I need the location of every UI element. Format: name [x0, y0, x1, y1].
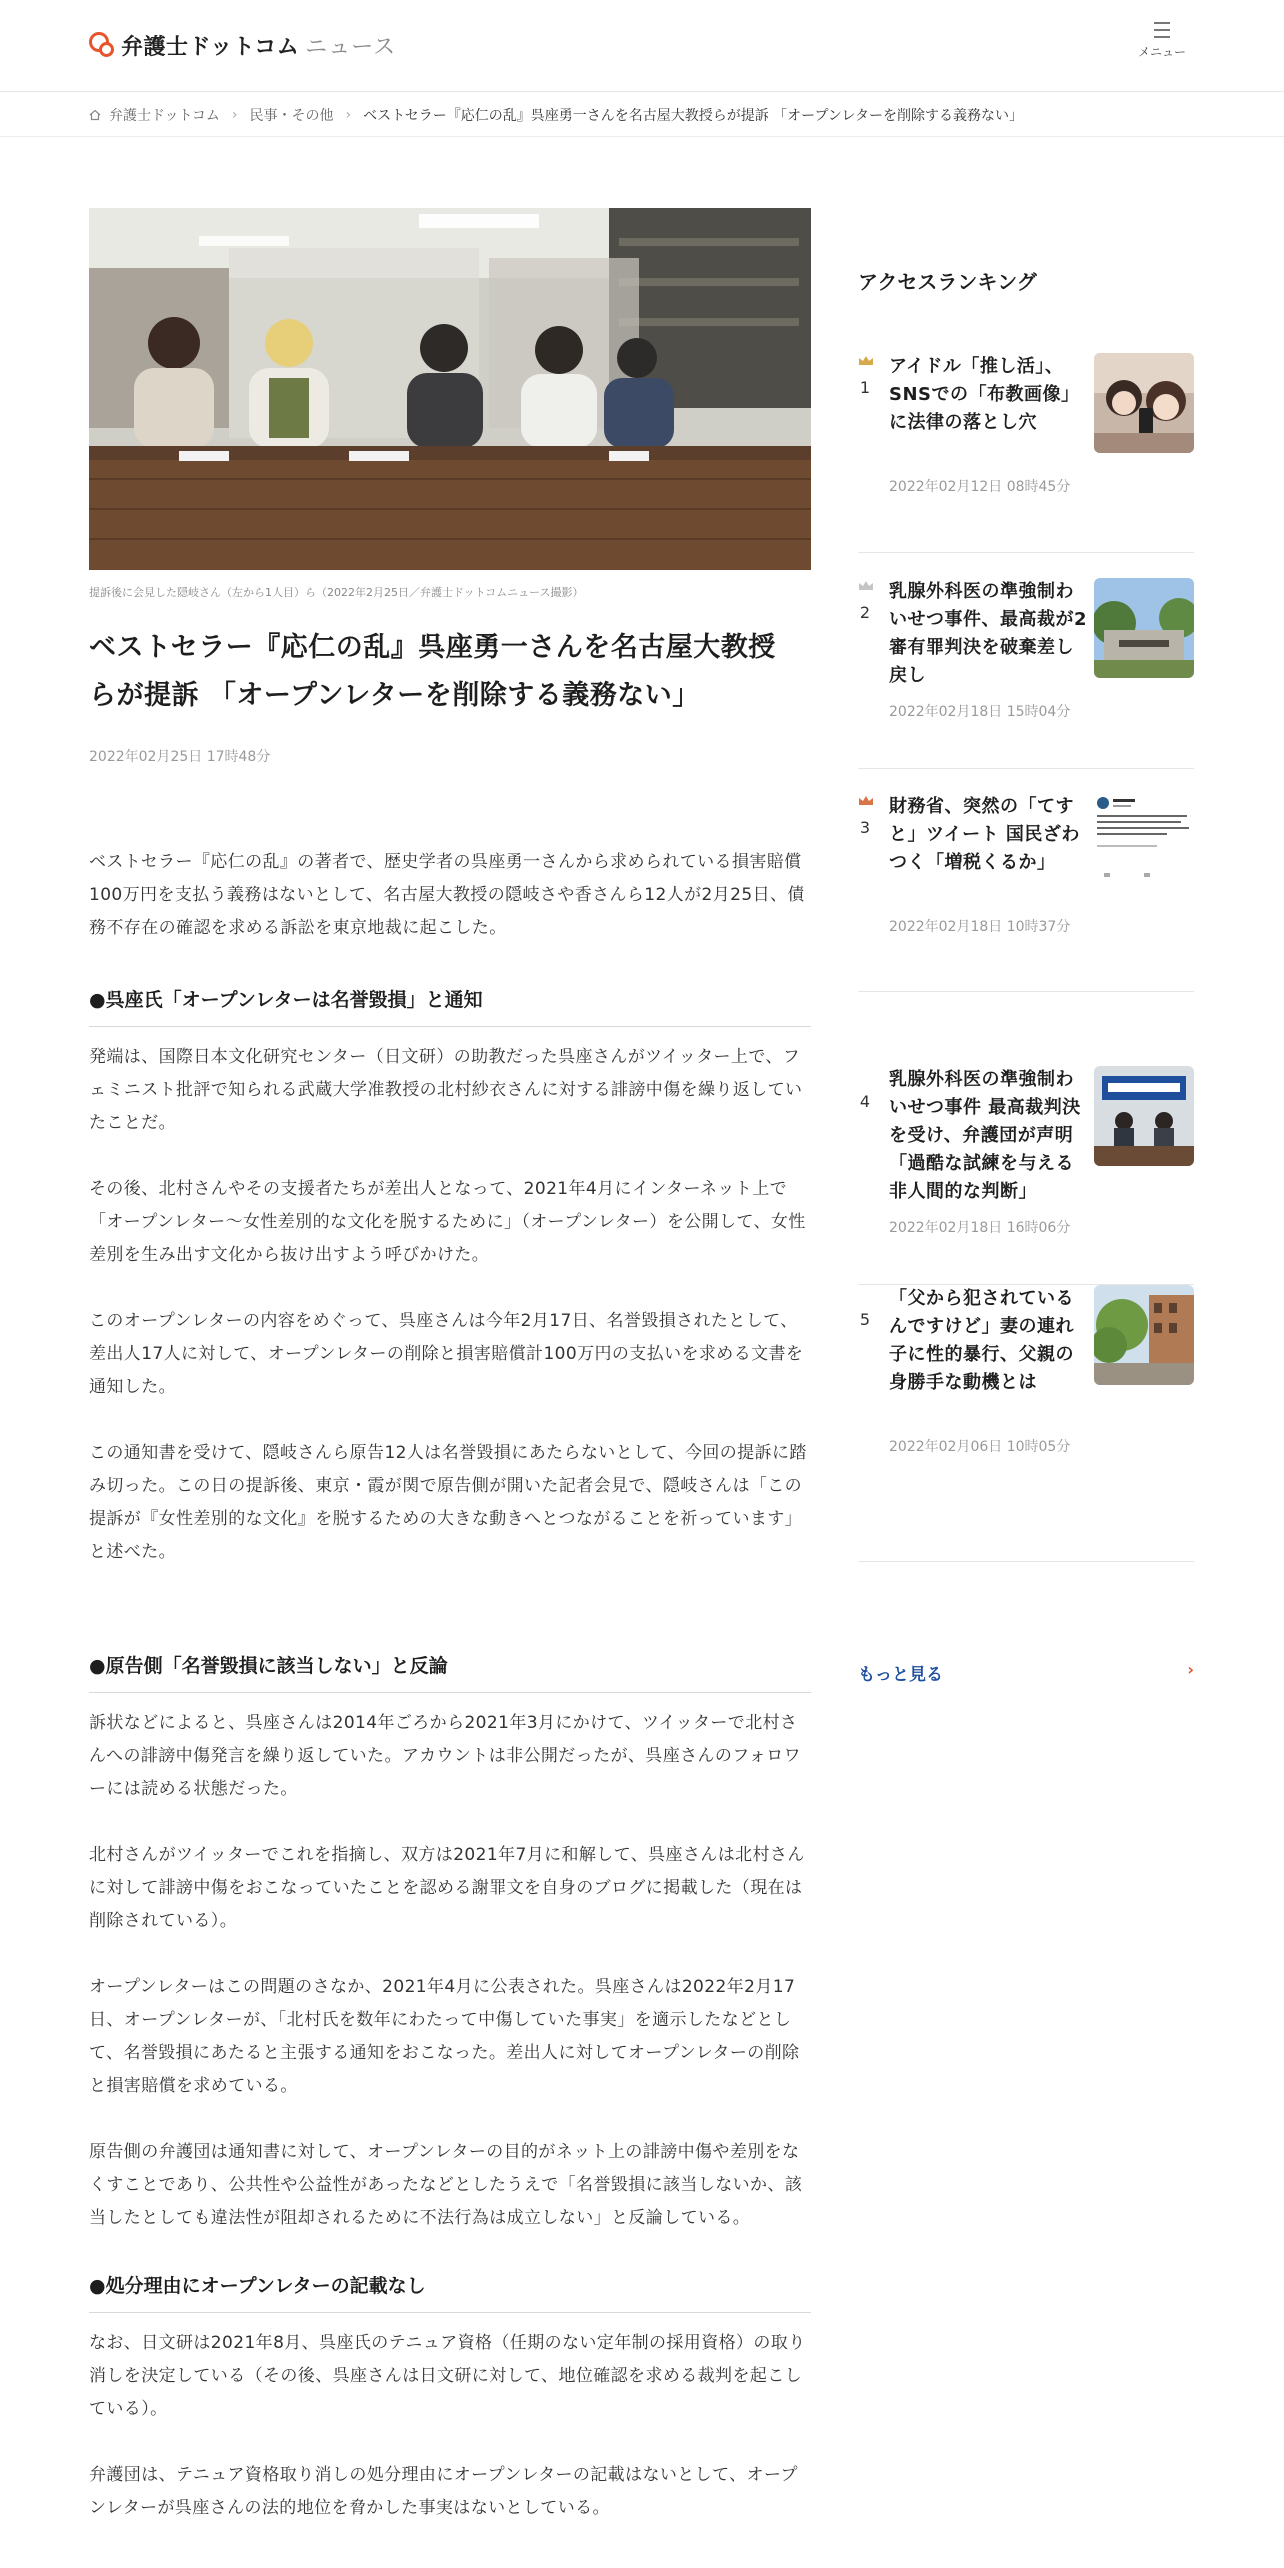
- thumbnail-image[interactable]: [1094, 578, 1194, 678]
- rank-number: 5: [859, 1310, 871, 1329]
- logo-icon: [89, 32, 115, 58]
- article: [89, 208, 811, 2525]
- rank-number: 3: [859, 818, 871, 837]
- site-header: [0, 0, 1284, 92]
- article-paragraph: 北村さんがツイッターでこれを指摘し、双方は2021年7月に和解して、呉座さんは北村さんに対して誹謗中傷をおこなっていたことを認める謝罪文を自身のブログに掲載した（現在は削除されている）。: [89, 1845, 805, 1931]
- ranking-item-4[interactable]: [858, 992, 1194, 1285]
- article-paragraph: 原告側の弁護団は通知書に対して、オープンレターの目的がネット上の誹謗中傷や差別をなくすことであり、公共性や公益性があったなどとしたうえで「名誉毀損に該当しないか、該当したとしても違法性が阻却されるために不法行為は成立しない」と反論している。: [89, 2142, 803, 2228]
- article-paragraph: オープンレターはこの問題のさなか、2021年4月に公表された。呉座さんは2022年2月17日、オープンレターが、「北村氏を数年にわたって中傷していた事実」を適示したなどとして、名誉毀損にあたると主張する通知をおこなった。差出人に対してオープンレターの削除と損害賠償を求めている。: [89, 1977, 800, 2096]
- ranking-item-1[interactable]: [858, 353, 1194, 553]
- article-title: [89, 624, 811, 720]
- rank-title[interactable]: 「父から犯されているんですけど」妻の連れ子に性的暴行、父親の身勝手な動機とは: [889, 1288, 1074, 1393]
- section-heading: ●呉座氏「オープンレターは名誉毀損」と通知: [89, 985, 811, 1027]
- ranking-title: アクセスランキング: [858, 270, 1037, 294]
- ranking-item-2[interactable]: [858, 562, 1194, 769]
- article-title-line2: らが提訴 「オープンレターを削除する義務ない」: [89, 680, 700, 711]
- ranking-item-5[interactable]: [858, 1285, 1194, 1562]
- article-paragraph: 弁護団は、テニュア資格取り消しの処分理由にオープンレターの記載はないとして、オープンレターが呉座さんの法的地位を脅かした事実はないとしている。: [89, 2465, 798, 2518]
- rank-title[interactable]: アイドル「推し活」、SNSでの「布教画像」に法律の落とし穴: [889, 356, 1080, 433]
- rank-date: 2022年02月18日 10時37分: [889, 919, 1071, 935]
- chevron-right-icon: ›: [345, 106, 352, 123]
- site-logo[interactable]: [89, 28, 396, 62]
- rank-date: 2022年02月12日 08時45分: [889, 479, 1071, 495]
- rank-date: 2022年02月18日 15時04分: [889, 704, 1071, 720]
- breadcrumb: [0, 93, 1284, 137]
- thumbnail-image[interactable]: [1094, 1066, 1194, 1166]
- article-lead: ベストセラー『応仁の乱』の著者で、歴史学者の呉座勇一さんから求められている損害賠償100万円を支払う義務はないとして、名古屋大教授の隠岐さや香さんら12人が2月25日、債務不存在の確認を求める訴訟を東京地裁に起こした。: [89, 852, 805, 938]
- chevron-right-icon: ›: [231, 106, 238, 123]
- crown-icon: [859, 356, 873, 365]
- article-paragraph: なお、日文研は2021年8月、呉座氏のテニュア資格（任期のない定年制の採用資格）の取り消しを決定している（その後、呉座さんは日文研に対して、地位確認を求める裁判を起こしている）。: [89, 2333, 806, 2419]
- breadcrumb-home-link[interactable]: 弁護士ドットコム: [109, 107, 220, 124]
- logo-main-text: 弁護士ドットコム: [121, 34, 300, 60]
- rank-date: 2022年02月06日 10時05分: [889, 1439, 1071, 1455]
- crown-icon: [859, 581, 873, 590]
- thumbnail-image[interactable]: [1094, 1285, 1194, 1385]
- ranking-item-3[interactable]: [858, 769, 1194, 992]
- rank-number: 1: [859, 378, 871, 397]
- thumbnail-image[interactable]: [1094, 793, 1194, 893]
- chevron-right-icon: ›: [1187, 1660, 1194, 1679]
- menu-button[interactable]: [1136, 22, 1188, 60]
- more-link[interactable]: [858, 1660, 1194, 1685]
- rank-title[interactable]: 財務省、突然の「てすと」ツイート 国民ざわつく「増税くるか」: [889, 796, 1080, 873]
- image-caption: 提訴後に会見した隠岐さん（左から1人目）ら（2022年2月25日／弁護士ドットコムニュース撮影）: [89, 586, 584, 599]
- rank-title[interactable]: 乳腺外科医の準強制わいせつ事件 最高裁判決を受け、弁護団が声明「過酷な試練を与える非人間的な判断」: [889, 1069, 1081, 1202]
- rank-number: 2: [859, 603, 871, 622]
- article-paragraph: その後、北村さんやその支援者たちが差出人となって、2021年4月にインターネット上で「オープンレター〜女性差別的な文化を脱するために」（オープンレター）を公開して、女性差別を生み出す文化から抜け出すよう呼びかけた。: [89, 1179, 806, 1265]
- crown-icon: [859, 796, 873, 805]
- thumbnail-image[interactable]: [1094, 353, 1194, 453]
- menu-label: メニュー: [1137, 45, 1186, 59]
- article-paragraph: 発端は、国際日本文化研究センター（日文研）の助教だった呉座さんがツイッター上で、フェミニスト批評で知られる武蔵大学准教授の北村紗衣さんに対する誹謗中傷を繰り返していたことだ。: [89, 1047, 803, 1133]
- article-hero-image: [89, 208, 811, 570]
- article-paragraph: この通知書を受けて、隠岐さんら原告12人は名誉毀損にあたらないとして、今回の提訴に踏み切った。この日の提訴後、東京・霞が関で原告側が開いた記者会見で、隠岐さんは「この提訴が『女性差別的な文化』を脱するための大きな動きへとつながることを祈っています」と述べた。: [89, 1443, 807, 1562]
- rank-title[interactable]: 乳腺外科医の準強制わいせつ事件、最高裁が2審有罪判決を破棄差し戻し: [889, 581, 1088, 686]
- breadcrumb-current: ベストセラー『応仁の乱』呉座勇一さんを名古屋大教授らが提訴 「オープンレターを削除する義務ない」: [363, 107, 1023, 124]
- article-title-line1: ベストセラー『応仁の乱』呉座勇一さんを名古屋大教授: [89, 632, 776, 663]
- rank-date: 2022年02月18日 16時06分: [889, 1220, 1071, 1236]
- logo-sub-text: ニュース: [305, 34, 397, 60]
- breadcrumb-category-link[interactable]: 民事・その他: [249, 107, 334, 124]
- more-link-label: もっと見る: [858, 1665, 943, 1685]
- article-paragraph: 訴状などによると、呉座さんは2014年ごろから2021年3月にかけて、ツイッターで北村さんへの誹謗中傷発言を繰り返していた。アカウントは非公開だったが、呉座さんのフォロワーには読める状態だった。: [89, 1713, 802, 1799]
- hamburger-icon: [1154, 22, 1170, 38]
- section-heading: ●処分理由にオープンレターの記載なし: [89, 2271, 811, 2313]
- home-icon: [89, 109, 101, 121]
- rank-number: 4: [859, 1092, 871, 1111]
- section-heading: ●原告側「名誉毀損に該当しない」と反論: [89, 1651, 811, 1693]
- article-date: 2022年02月25日 17時48分: [89, 749, 271, 765]
- article-paragraph: このオープンレターの内容をめぐって、呉座さんは今年2月17日、名誉毀損されたとして、差出人17人に対して、オープンレターの削除と損害賠償計100万円の支払いを求める文書を通知した。: [89, 1311, 804, 1397]
